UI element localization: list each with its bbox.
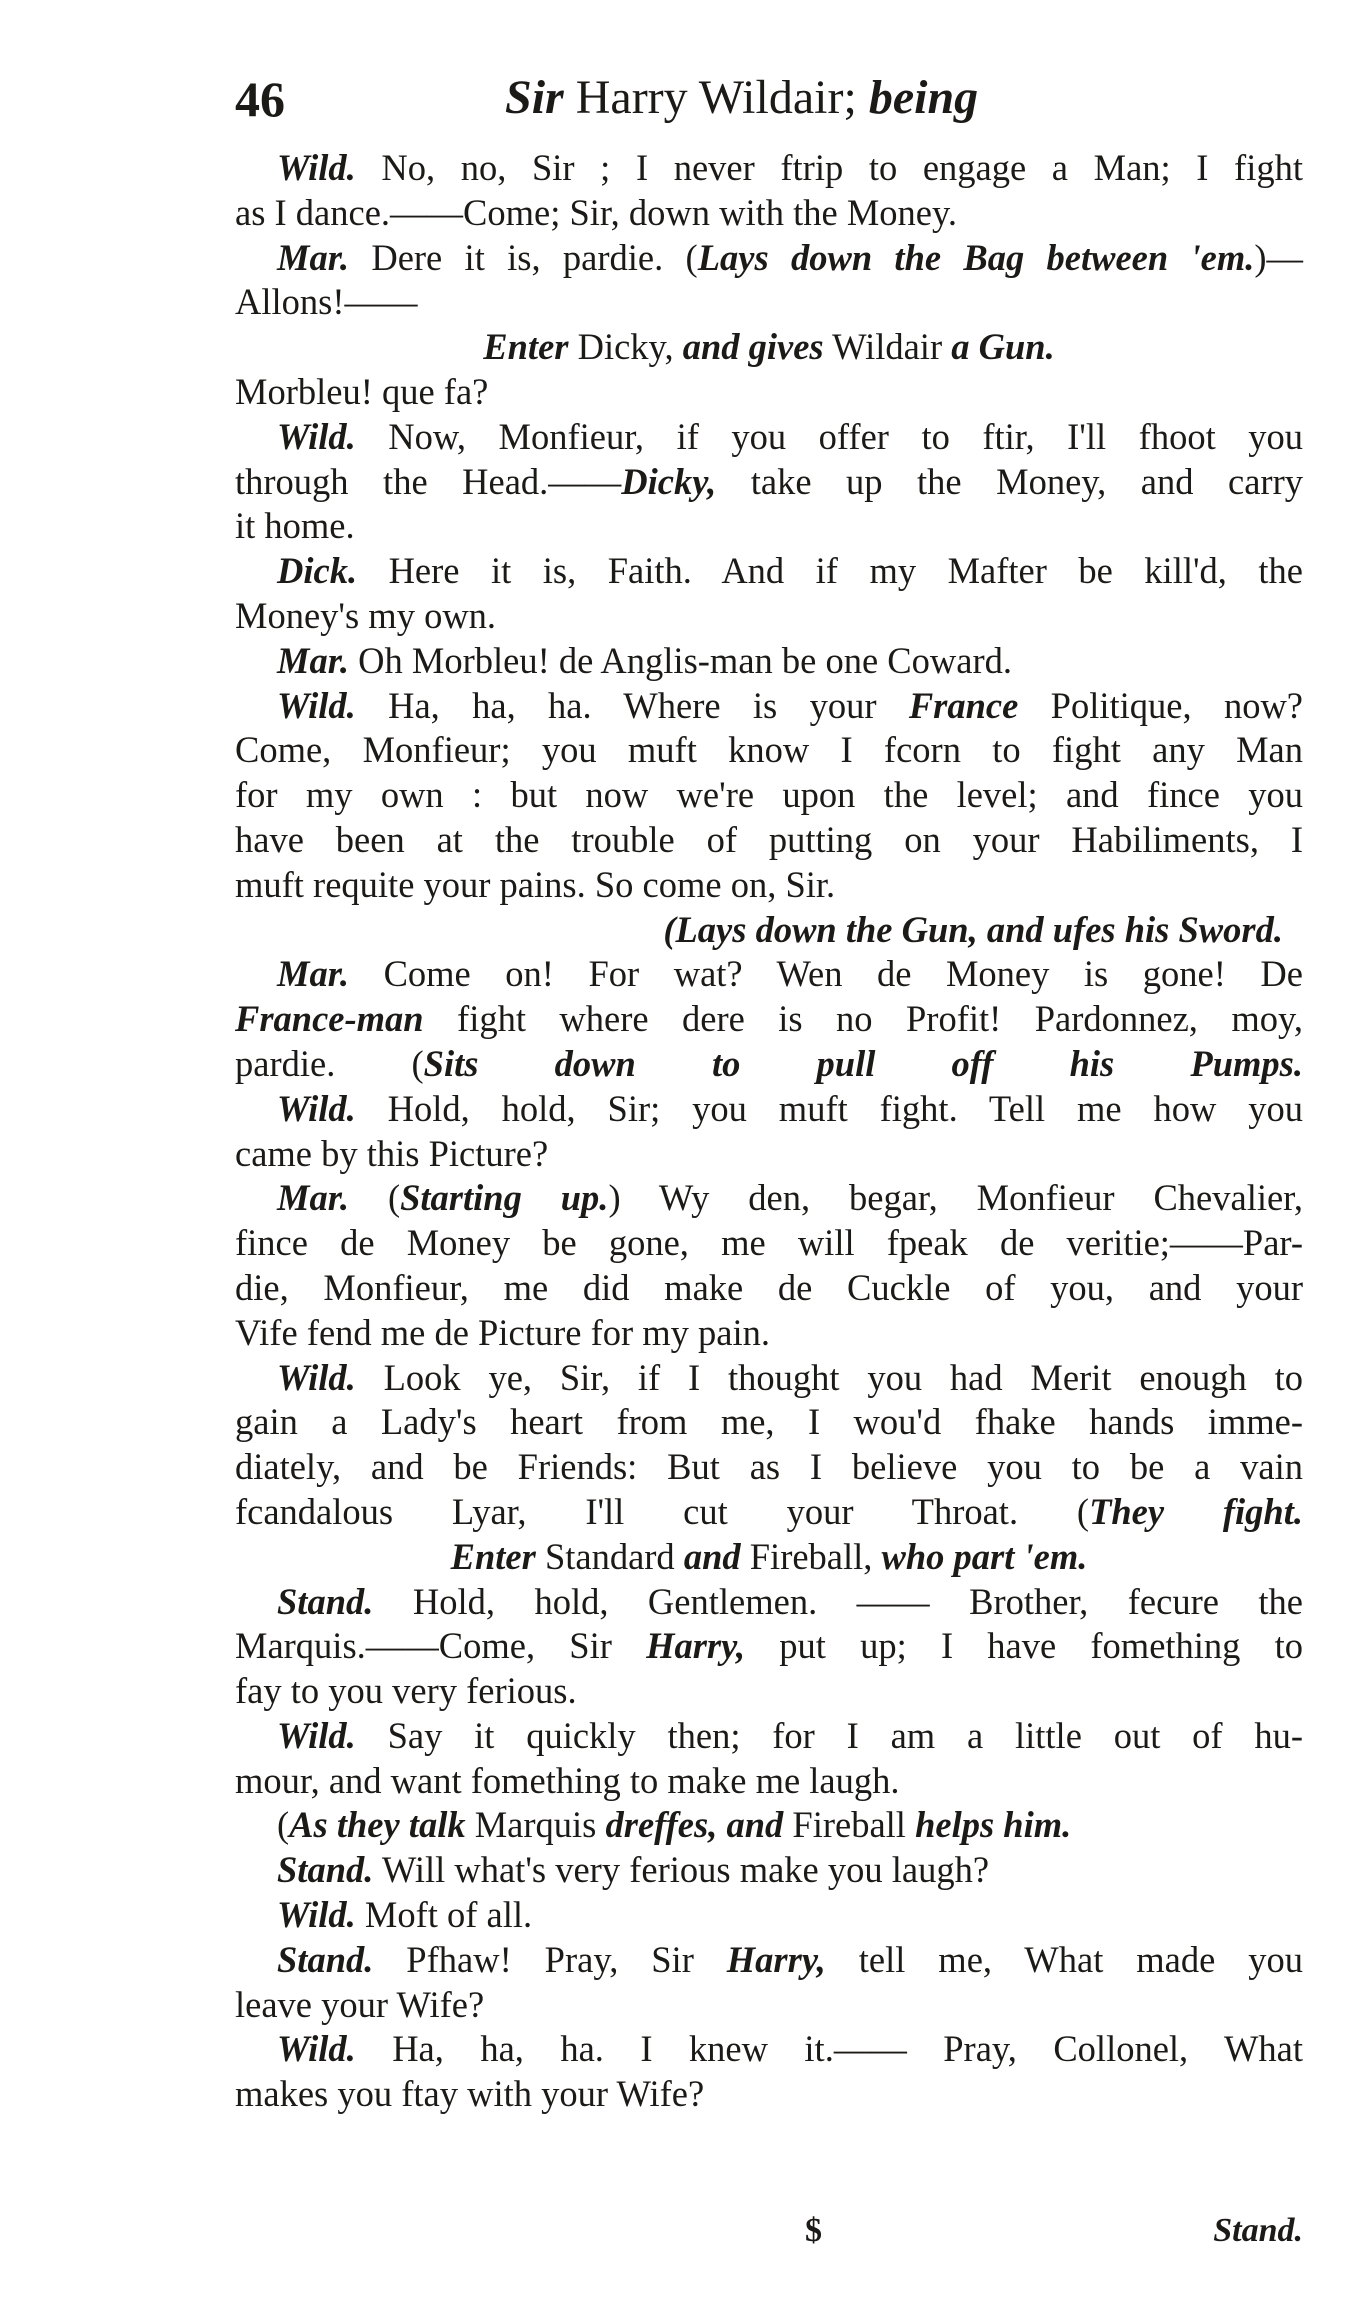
running-title-part: being <box>868 71 979 124</box>
italic-text: Enter <box>483 326 569 368</box>
text-line <box>235 773 1303 818</box>
speaker-name: Mar. <box>277 236 350 278</box>
italic-text: Sits down to pull off his Pumps. <box>423 1042 1303 1084</box>
text-line <box>235 639 1303 684</box>
speaker-name: Stand. <box>277 1938 374 1980</box>
line-text: muft requite your pains. So come on, Sir. <box>235 863 836 905</box>
text-line <box>235 1042 1303 1087</box>
line-text: Ha, ha, ha. Where is your <box>355 684 909 726</box>
text-line <box>235 863 1303 908</box>
text-line <box>235 1848 1303 1893</box>
text-line <box>235 1803 1303 1848</box>
running-head <box>235 70 1105 140</box>
page-number: 46 <box>235 71 285 127</box>
text-line <box>235 1714 1303 1759</box>
catchword: Stand. <box>1213 2212 1303 2249</box>
speaker-name: Mar. <box>277 953 350 995</box>
text-line <box>235 1938 1303 1983</box>
italic-text: Harry, <box>726 1938 826 1980</box>
speaker-name: Wild. <box>277 1087 356 1129</box>
speaker-name: Wild. <box>277 1714 356 1756</box>
italic-text: and <box>683 1535 741 1577</box>
line-text: Will what's very ferious make you laugh? <box>373 1849 990 1891</box>
italic-text: France-man <box>235 998 424 1040</box>
line-text: Fireball, <box>740 1535 882 1577</box>
italic-text: Dicky, <box>621 460 717 502</box>
line-text: fight where dere is no Profit! Pardonnez, moy, <box>423 998 1303 1040</box>
italic-text: dreffes, <box>605 1804 718 1846</box>
text-line <box>235 952 1303 997</box>
line-text: Morbleu! que fa? <box>235 370 489 412</box>
text-line <box>235 1669 1303 1714</box>
running-title-part: Harry Wildair; <box>575 71 857 124</box>
italic-text: Starting up. <box>400 1177 609 1219</box>
line-text: tell me, What made you <box>825 1938 1303 1980</box>
line-text: leave your Wife? <box>235 1983 485 2025</box>
speaker-name: Mar. <box>277 639 350 681</box>
text-line <box>235 728 1303 773</box>
speaker-name: Dick. <box>277 550 358 592</box>
italic-text: Lays down the Bag between 'em. <box>697 236 1255 278</box>
line-text: Hold, hold, Gentlemen. —— Brother, fecure the <box>373 1580 1303 1622</box>
text-line <box>235 1356 1303 1401</box>
text-line <box>235 1221 1303 1266</box>
text-line <box>235 1580 1303 1625</box>
line-text: as I dance.——Come; Sir, down with the Money. <box>235 191 957 233</box>
text-line <box>235 2072 1303 2117</box>
text-line <box>235 415 1303 460</box>
text-line <box>235 818 1303 863</box>
text-line <box>235 1983 1303 2028</box>
text-line <box>235 1535 1303 1580</box>
play-text <box>235 146 1303 2117</box>
speaker-name: Wild. <box>277 2028 356 2070</box>
text-line <box>235 146 1303 191</box>
line-text: )— <box>1254 236 1303 278</box>
text-line <box>235 594 1303 639</box>
italic-text: who part 'em. <box>881 1535 1088 1577</box>
line-text: Vife fend me de Picture for my pain. <box>235 1311 770 1353</box>
speaker-name: Wild. <box>277 415 356 457</box>
line-text: die, Monfieur, me did make de Cuckle of you, and your <box>235 1266 1303 1308</box>
line-text: Wildair <box>823 326 952 368</box>
line-text: No, no, Sir ; I never ftrip to engage a Man; I fight <box>355 147 1303 188</box>
line-text: Money's my own. <box>235 594 497 636</box>
line-text: Fireball <box>783 1804 916 1846</box>
line-text: Marquis <box>465 1804 606 1846</box>
line-text: Pfhaw! Pray, Sir <box>373 1938 727 1980</box>
text-line <box>235 997 1303 1042</box>
text-line <box>235 1176 1303 1221</box>
text-line <box>235 1087 1303 1132</box>
text-line <box>235 1400 1303 1445</box>
text-line <box>235 1311 1303 1356</box>
speaker-name: Wild. <box>277 684 356 726</box>
line-text: Marquis.——Come, Sir <box>235 1625 647 1667</box>
text-line <box>235 684 1303 729</box>
line-text: Come on! For wat? Wen de Money is gone! De <box>349 953 1303 995</box>
line-text: pardie. ( <box>235 1042 424 1084</box>
line-text: Come, Monfieur; you muft know I fcorn to fight any Man <box>235 729 1303 771</box>
text-line <box>235 549 1303 594</box>
line-text: Allons!—— <box>235 281 418 323</box>
text-line <box>235 1132 1303 1177</box>
running-title-part: Sir <box>505 71 564 124</box>
speaker-name: Wild. <box>277 147 356 188</box>
text-line <box>235 1624 1303 1669</box>
line-text: Standard <box>535 1535 684 1577</box>
speaker-name: Mar. <box>277 1177 350 1219</box>
text-line <box>235 236 1303 281</box>
speaker-name: Stand. <box>277 1580 374 1622</box>
line-text: Hold, hold, Sir; you muft fight. Tell me how you <box>355 1087 1303 1129</box>
speaker-name: Wild. <box>277 1356 356 1398</box>
line-text: put up; I have fomething to <box>745 1625 1304 1667</box>
line-text: Here it is, Faith. And if my Mafter be kill'd, the <box>357 550 1303 592</box>
line-text: diately, and be Friends: But as I believe you to be a vain <box>235 1446 1303 1488</box>
italic-text: They fight. <box>1089 1490 1304 1532</box>
text-line <box>235 280 1303 325</box>
text-line <box>235 1445 1303 1490</box>
text-line <box>235 908 1303 953</box>
line-text: came by this Picture? <box>235 1132 549 1174</box>
text-line <box>235 1893 1303 1938</box>
line-text: ) Wy den, begar, Monfieur Chevalier, <box>608 1177 1303 1219</box>
italic-text: Harry, <box>646 1625 746 1667</box>
italic-text: a Gun. <box>951 326 1055 368</box>
text-line <box>235 1759 1303 1804</box>
text-line <box>235 504 1303 549</box>
line-text: ( <box>349 1177 401 1219</box>
line-text: ( <box>277 1804 290 1846</box>
line-text: gain a Lady's heart from me, I wou'd fhake hands imme- <box>235 1401 1303 1443</box>
text-line <box>235 1266 1303 1311</box>
speaker-name: Wild. <box>277 1894 356 1936</box>
line-text: mour, and want fomething to make me laugh. <box>235 1759 900 1801</box>
line-text: Dicky, <box>568 326 683 368</box>
speaker-name: Stand. <box>277 1849 374 1891</box>
line-text: Ha, ha, ha. I knew it.—— Pray, Collonel, What <box>355 2028 1303 2070</box>
text-line <box>235 325 1303 370</box>
italic-text: As they talk <box>289 1804 466 1846</box>
line-text: through the Head.—— <box>235 460 622 502</box>
line-text: it home. <box>235 505 355 547</box>
signature-mark: $ <box>805 2212 822 2249</box>
italic-text: (Lays down the Gun, and ufes his Sword. <box>663 908 1283 950</box>
italic-text: Enter <box>450 1535 536 1577</box>
line-text: fince de Money be gone, me will fpeak de veritie;——Par- <box>235 1222 1303 1264</box>
italic-text: France <box>908 684 1019 726</box>
line-text: fcandalous Lyar, I'll cut your Throat. ( <box>235 1490 1090 1532</box>
line-text: Look ye, Sir, if I thought you had Merit enough to <box>355 1356 1303 1398</box>
italic-text: and <box>726 1804 784 1846</box>
line-text: for my own : but now we're upon the level; and fince you <box>235 774 1303 816</box>
text-line <box>235 1490 1303 1535</box>
line-text: Now, Monfieur, if you offer to ftir, I'll fhoot you <box>355 415 1303 457</box>
italic-text: helps him. <box>915 1804 1072 1846</box>
text-line <box>235 460 1303 505</box>
line-text: Politique, now? <box>1018 684 1304 726</box>
text-line <box>235 191 1303 236</box>
line-text: fay to you very ferious. <box>235 1670 577 1712</box>
line-text: makes you ftay with your Wife? <box>235 2073 705 2115</box>
line-text: take up the Money, and carry <box>716 460 1303 502</box>
line-text: Dere it is, pardie. ( <box>349 236 698 278</box>
text-line <box>235 370 1303 415</box>
text-line <box>235 2027 1303 2072</box>
italic-text: and gives <box>682 326 824 368</box>
line-text: have been at the trouble of putting on your Habiliments, I <box>235 818 1303 860</box>
running-title <box>505 70 978 125</box>
page-footer <box>235 2212 1303 2262</box>
line-text: Say it quickly then; for I am a little out of hu- <box>355 1714 1303 1756</box>
line-text: Moft of all. <box>355 1894 533 1936</box>
line-text: Oh Morbleu! de Anglis-man be one Coward. <box>349 639 1012 681</box>
